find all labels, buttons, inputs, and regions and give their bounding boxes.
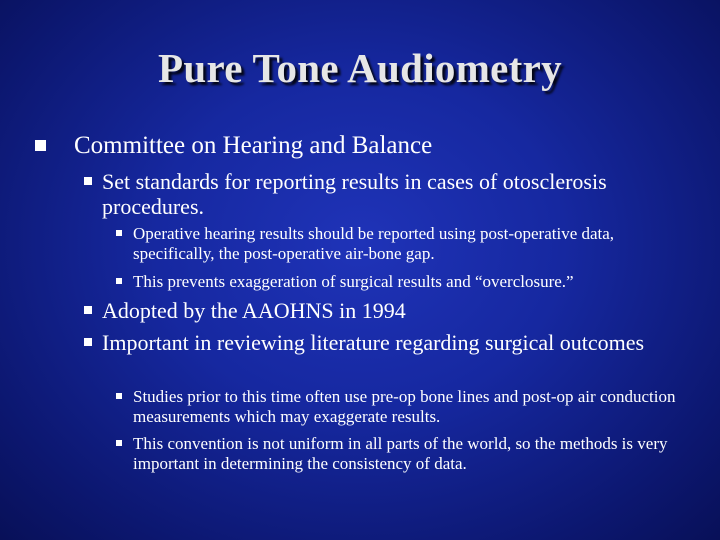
- bullet-text: Set standards for reporting results in cases of otosclerosis procedures.: [102, 169, 607, 219]
- square-bullet-icon: [84, 306, 92, 314]
- bullet-item-level2: [84, 330, 684, 355]
- bullet-text: This convention is not uniform in all parts of the world, so the methods is very important in determining the consistency of data.: [133, 434, 668, 473]
- square-bullet-icon: [116, 393, 122, 399]
- bullet-text: Important in reviewing literature regarding surgical outcomes: [102, 330, 645, 355]
- square-bullet-icon: [35, 140, 46, 151]
- slide-title: Pure Tone Audiometry: [158, 45, 562, 91]
- bullet-item-level3: [116, 434, 686, 474]
- bullet-text: Adopted by the AAOHNS in 1994: [102, 298, 406, 323]
- bullet-item-level3: [116, 224, 676, 264]
- bullet-item-level2: [84, 169, 684, 219]
- square-bullet-icon: [84, 338, 92, 346]
- bullet-item-level3: [116, 272, 676, 292]
- square-bullet-icon: [116, 230, 122, 236]
- bullet-item-level2: [84, 298, 684, 323]
- bullet-text: Studies prior to this time often use pre-op bone lines and post-op air conduction measurements which may exaggerate results.: [133, 387, 676, 426]
- square-bullet-icon: [116, 440, 122, 446]
- square-bullet-icon: [84, 177, 92, 185]
- bullet-text: Operative hearing results should be reported using post-operative data, specifically, the post-operative air-bone gap.: [133, 224, 615, 263]
- bullet-item-level3: [116, 387, 686, 427]
- bullet-item-level1: [35, 132, 685, 160]
- bullet-text: This prevents exaggeration of surgical results and “overclosure.”: [133, 272, 574, 291]
- bullet-text: Committee on Hearing and Balance: [74, 132, 433, 159]
- square-bullet-icon: [116, 278, 122, 284]
